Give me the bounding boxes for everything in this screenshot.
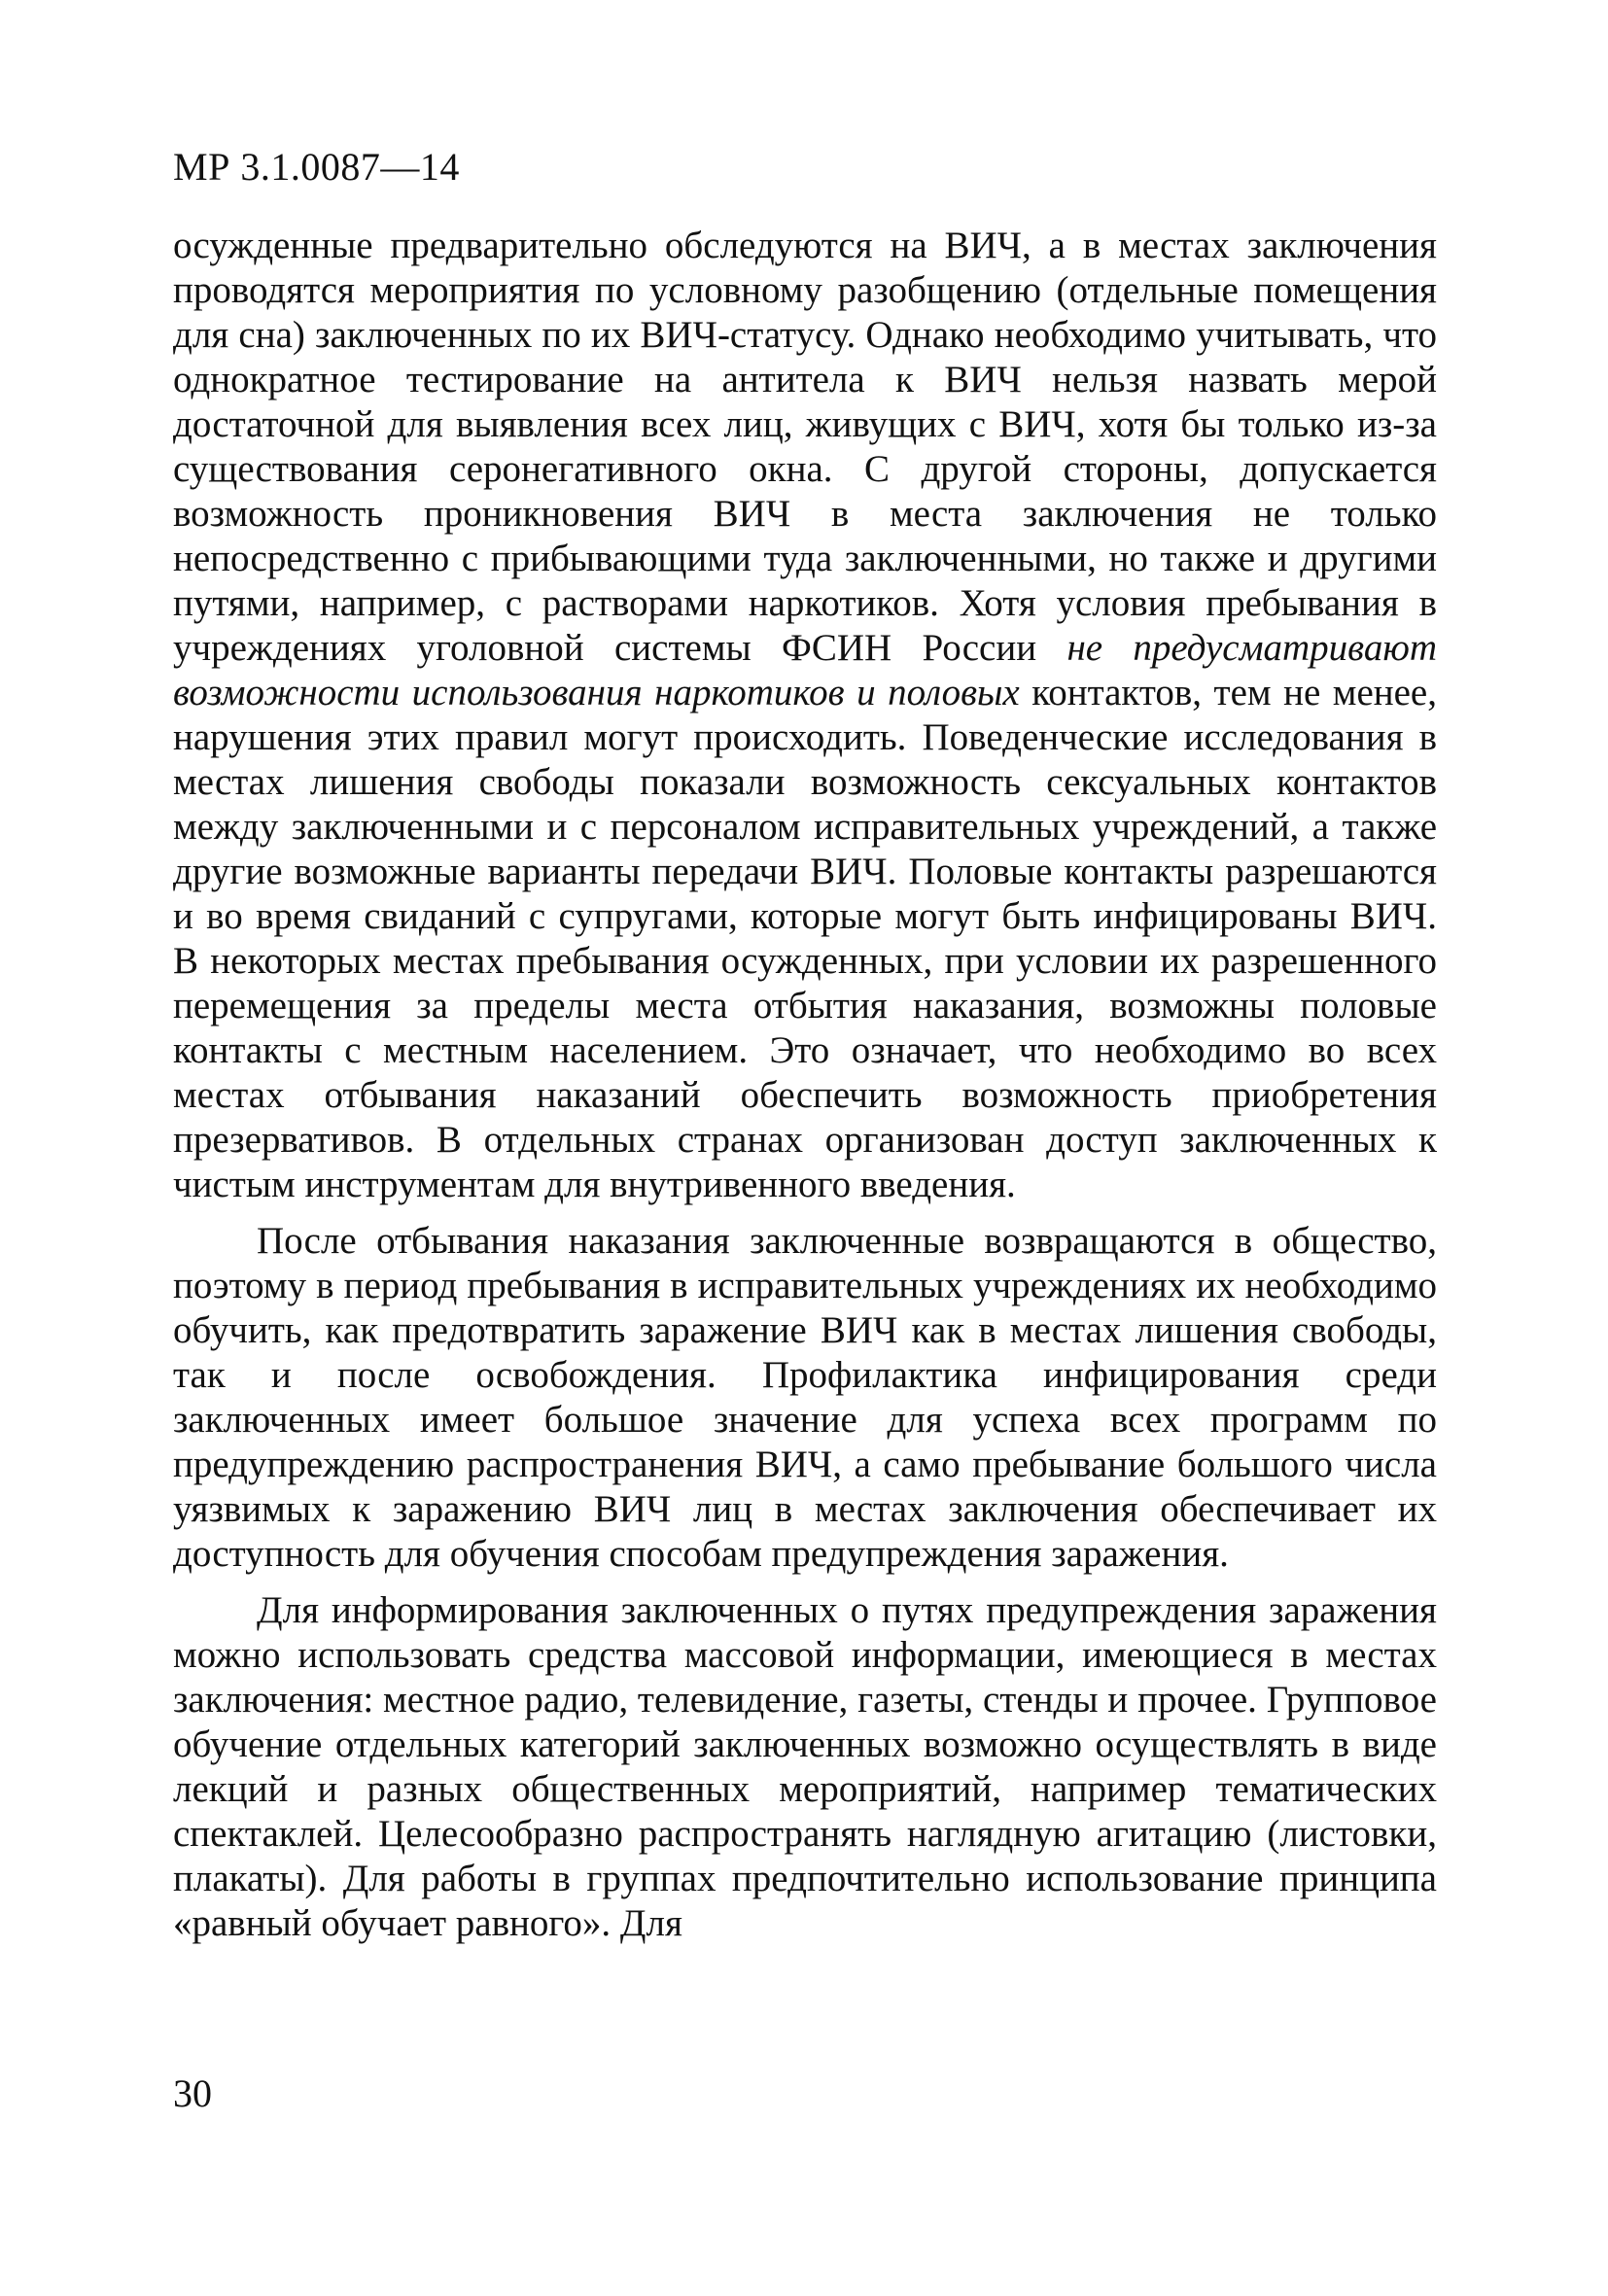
- paragraph-1-italic-phrase: не предусматривают возможности использования наркотиков и половых: [173, 627, 1437, 713]
- document-code-header: МР 3.1.0087—14: [173, 145, 460, 189]
- paragraph-1-part-a: осужденные предварительно обследуются на ВИЧ, а в местах заключения проводятся мероприятия по условному разобщению (отдельные помещения для сна) заключенных по их ВИЧ-статусу. Однако необходимо учитывать, что однократное тестирование на антитела к ВИЧ нельзя назвать мерой достаточной для выявления всех лиц, живущих с ВИЧ, хотя бы только из-за существования серонегативного окна. С другой стороны, допускается возможность проникновения ВИЧ в места заключения не только непосредственно с прибывающими туда заключенными, но также и другими путями, например, с растворами наркотиков. Хотя условия пребывания в учреждениях уголовной системы ФСИН России: [173, 225, 1437, 669]
- body-text: [173, 224, 1437, 1958]
- paragraph-3: Для информирования заключенных о путях предупреждения заражения можно использовать средства массовой информации, имеющиеся в местах заключения: местное радио, телевидение, газеты, стенды и прочее. Групповое обучение отдельных категорий заключенных возможно осуществлять в виде лекций и разных общественных мероприятий, например тематических спектаклей. Целесообразно распространять наглядную агитацию (листовки, плакаты). Для работы в группах предпочтительно использование принципа «равный обучает равного». Для: [173, 1589, 1437, 1944]
- page-number: 30: [173, 2071, 212, 2115]
- paragraph-1-part-b: контактов, тем не менее, нарушения этих правил могут происходить. Поведенческие исследования в местах лишения свободы показали возможность сексуальных контактов между заключенными и с персоналом исправительных учреждений, а также другие возможные варианты передачи ВИЧ. Половые контакты разрешаются и во время свиданий с супругами, которые могут быть инфицированы ВИЧ. В некоторых местах пребывания осужденных, при условии их разрешенного перемещения за пределы места отбытия наказания, возможны половые контакты с местным населением. Это означает, что необходимо во всех местах отбывания наказаний обеспечить возможность приобретения презервативов. В отдельных странах организован доступ заключенных к чистым инструментам для внутривенного введения.: [173, 672, 1437, 1205]
- paragraph-1: [173, 224, 1437, 1207]
- paragraph-2: После отбывания наказания заключенные возвращаются в общество, поэтому в период пребывания в исправительных учреждениях их необходимо обучить, как предотвратить заражение ВИЧ как в местах лишения свободы, так и после освобождения. Профилактика инфицирования среди заключенных имеет большое значение для успеха всех программ по предупреждению распространения ВИЧ, а само пребывание большого числа уязвимых к заражению ВИЧ лиц в местах заключения обеспечивает их доступность для обучения способам предупреждения заражения.: [173, 1220, 1437, 1575]
